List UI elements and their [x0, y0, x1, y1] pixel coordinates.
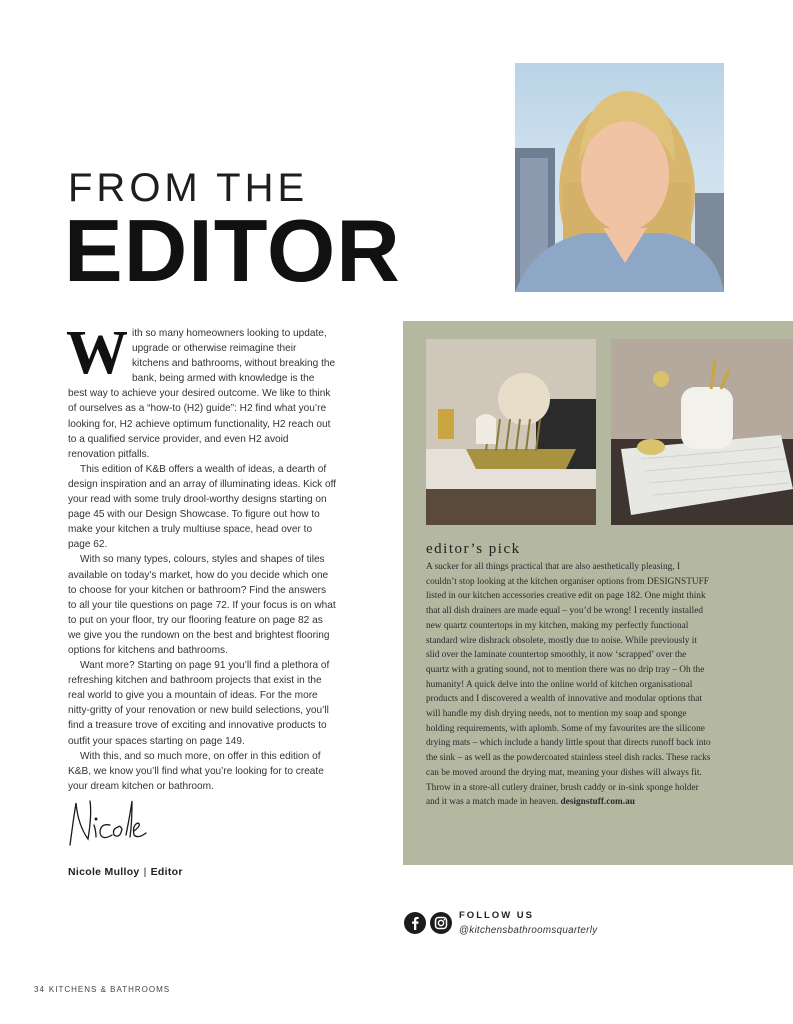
editor-name: Nicole Mulloy: [68, 866, 140, 878]
drying-mat-photo: [611, 339, 793, 525]
letter-paragraph: [66, 319, 336, 462]
byline-separator: |: [143, 866, 147, 878]
designstuff-link[interactable]: designstuff.com.au: [560, 797, 635, 808]
paragraph-text: ith so many homeowners looking to update, upgrade or otherwise reimagine their kitchens and bathrooms, without breaking the bank, being armed with knowledge is the best way to achieve your desired outcome. We like to think of ourselves as a “how-to (H2) guide”: H2 find what you’re looking for, H2 achieve optimum functionality, H2 reach out to a qualified service provider, and even H2 avoid renovation pitfalls.: [68, 328, 336, 460]
editor-portrait: [515, 63, 724, 292]
drop-cap: W: [66, 319, 128, 387]
letter-paragraph: With this, and so much more, on offer in this edition of K&B, we know you’ll find what you’re looking for to create your dream kitchen or bathroom.: [68, 750, 324, 792]
page-number: 34: [34, 985, 45, 994]
editors-pick-body: A sucker for all things practical that are also aesthetically pleasing, I couldn’t stop looking at the kitchen organiser options from DESIGNSTUFF listed in our kitchen accessories creative edit on page 182. One might think that all dish drainers are made equal – you’d be wrong! I recently installed new quartz countertops in my kitchen, making my perfectly functional standard wire dishrack obsolete, mostly due to noise. While previously it slid over the laminate countertop smoothly, it now ‘scrapped’ over the quartz with a grating sound, not to mention there was no drip tray – Oh the humanity! A quick delve into the online world of kitchen organisational products and I discovered a wealth of innovative and modular options that will handle my dish drying needs, not to mention my soap and sponge holding requirements, with aplomb. Some of my favourites are the silicone drying mats – which include a handy little spout that directs runoff back into the sink – as well as the powdercoated stainless steel dish racks. These racks can be moved around the drying mat, meaning your dishes will always fit. Throw in a store-all cutlery drainer, brush caddy or in-sink sponge holder and it was a match made in heaven.: [426, 562, 711, 808]
letter-paragraph: Want more? Starting on page 91 you’ll find a plethora of refreshing kitchen and bathroom projects that exist in the real world to give you a mountain of ideas. For the more nitty-gritty of your renovation or new build selections, you’ll find a treasure trove of exciting and innovative products to outfit your spaces starting on page 149.: [68, 660, 330, 747]
editor-letter: [66, 319, 337, 794]
editors-pick-text: [426, 560, 711, 810]
facebook-icon[interactable]: [404, 912, 426, 934]
page-folio: [34, 985, 170, 994]
dish-rack-photo: [426, 339, 596, 525]
editor-byline: [68, 866, 183, 878]
follow-us-label: FOLLOW US: [459, 910, 534, 921]
editor-role: Editor: [150, 866, 183, 878]
letter-paragraph: This edition of K&B offers a wealth of ideas, a dearth of design inspiration and an array of illuminating ideas. Kick off your read with some truly drool-worthy designs starting on page 45 with our Design Showcase. To figure out how to make your kitchen a truly multiuse space, head over to page 62.: [68, 463, 337, 551]
letter-paragraph: With so many types, colours, styles and shapes of tiles available on today’s market, how do you decide which one to choose for your kitchen or bathroom? Find the answers to all your tile questions on page 72. If your focus is on what to put on your floor, try our flooring feature on page 82 as we give you the rundown on the best and brightest flooring options for kitchens and bathrooms.: [68, 554, 336, 656]
title-from-the: FROM THE: [68, 166, 309, 210]
editors-pick-heading: editor’s pick: [426, 541, 521, 557]
publication-name: KITCHENS & BATHROOMS: [48, 985, 171, 994]
social-handle[interactable]: @kitchensbathroomsquarterly: [459, 925, 598, 936]
instagram-icon[interactable]: [430, 912, 452, 934]
title-editor: EDITOR: [64, 201, 401, 300]
handwritten-signature: [66, 795, 156, 855]
